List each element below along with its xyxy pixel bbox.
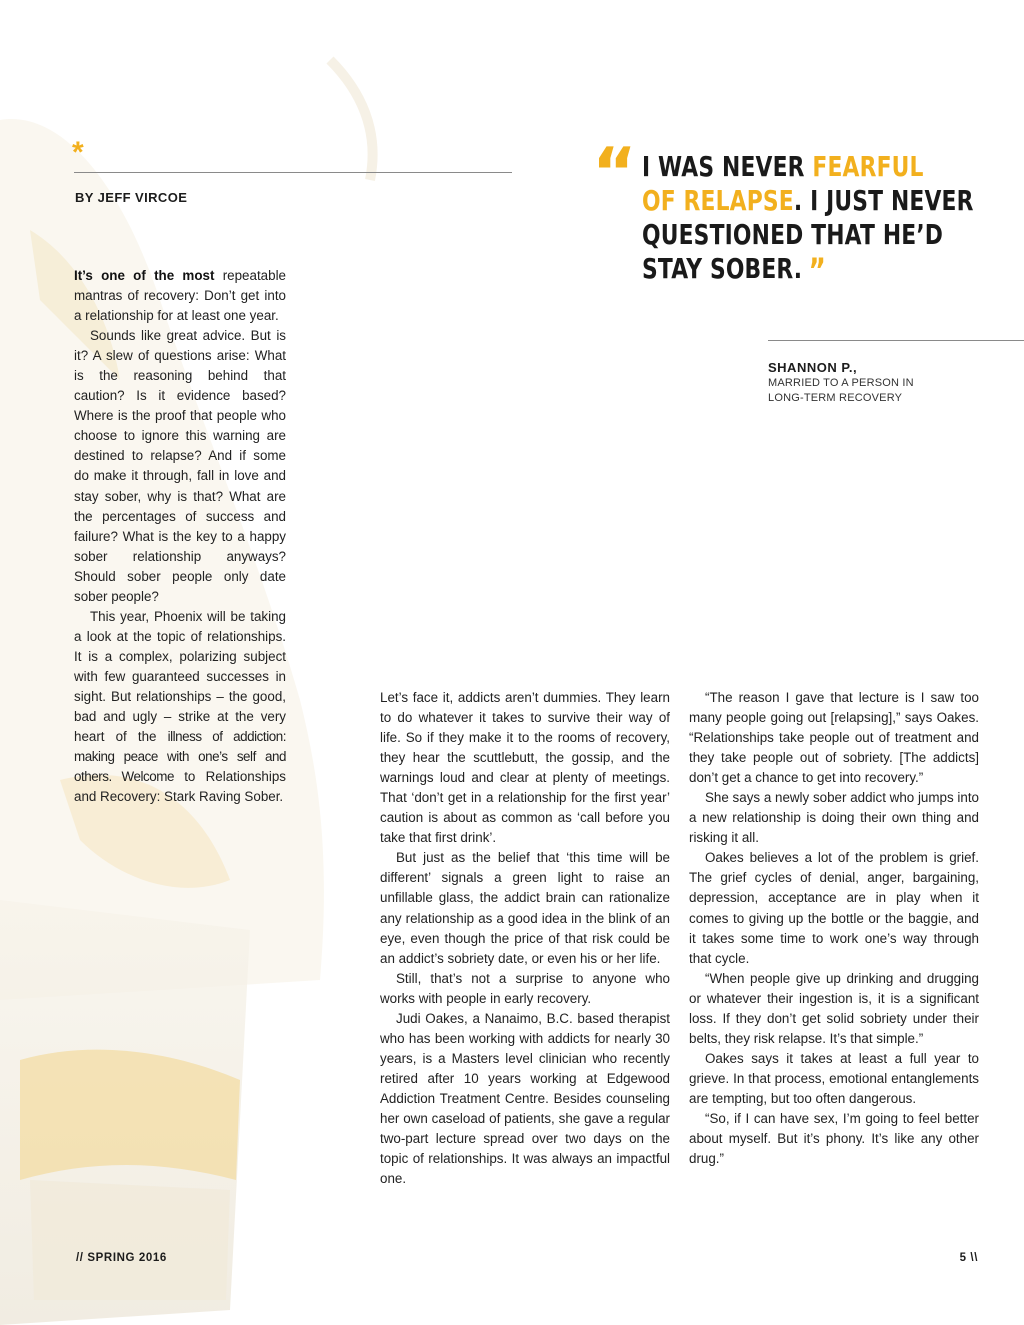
quote-highlight: FEARFUL — [812, 150, 924, 183]
quote-highlight: OF RELAPSE — [642, 184, 794, 217]
paragraph: “So, if I can have sex, I’m going to feel better about myself. But it’s phony. It’s like any other drug.” — [689, 1110, 979, 1167]
quote-text: QUESTIONED THAT HE’D — [642, 218, 944, 251]
open-quote-icon: “ — [592, 134, 629, 213]
pull-quote — [642, 150, 974, 291]
paragraph: She says a newly sober addict who jumps into a new relationship is doing their own thing and risking it all. — [689, 790, 979, 846]
attribution-line: LONG-TERM RECOVERY — [768, 392, 903, 404]
attribution-name: SHANNON P., — [768, 360, 858, 375]
paragraph-text: This year, Phoenix will be taking a look at the topic of relationships. It is a complex, polarizing subject with few guaranteed successes in sight. But relationships – the good, bad and ugly – strike at the very heart of the — [74, 608, 286, 745]
page-number: 5 \\ — [959, 1252, 978, 1264]
attribution-divider — [768, 340, 1024, 341]
paragraph — [74, 266, 286, 326]
paragraph: “The reason I gave that lecture is I saw too many people going out [relapsing],” says Oakes. “Relationships take people out of treatment and they take people out of sobriety. [The addicts] don’t get a chance to get into recovery.” — [689, 690, 979, 786]
quote-text: . I JUST NEVER — [793, 184, 974, 217]
article-column-3 — [689, 688, 979, 1169]
issue-footer: // SPRING 2016 — [76, 1252, 167, 1264]
attribution-description — [768, 376, 968, 406]
paragraph: But just as the belief that ‘this time will be different’ signals a green light to raise an unfillable glass, the addict brain can rationalize any relationship as a good idea in the blink of an eye, even though the price of that risk could be an addict’s sobriety date, or even his or her life. — [380, 850, 670, 966]
close-quote-icon: ” — [808, 251, 823, 291]
paragraph-text: to Relationships and Recovery: Stark Raving Sober. — [74, 769, 286, 805]
paragraph-text: illness of addiction: making peace with one’s self and others. Welcome — [74, 729, 286, 785]
article-column-1 — [74, 266, 286, 807]
paragraph: Oakes believes a lot of the problem is grief. The grief cycles of denial, anger, bargaining, depression, acceptance are in play when it comes to giving up the bottle or the baggie, and it takes some time to work one’s way through that cycle. — [689, 850, 979, 966]
byline: BY JEFF VIRCOE — [75, 190, 188, 205]
asterisk-ornament: * — [72, 136, 84, 169]
article-column-2 — [380, 688, 670, 1189]
paragraph: “When people give up drinking and drugging or whatever their ingestion is, it is a significant loss. If they don’t get solid sobriety under their belts, they risk relapse. It’s that simple.” — [689, 970, 979, 1046]
paragraph — [74, 607, 286, 807]
paragraph: Still, that’s not a surprise to anyone who works with people in early recovery. — [380, 970, 670, 1006]
paragraph-text: repeatable mantras of recovery: Don’t get into a relationship for at least one year. — [74, 268, 286, 324]
paragraph: Oakes says it takes at least a full year to grieve. In that process, emotional entanglements are tempting, but too often dangerous. — [689, 1050, 979, 1106]
attribution-line: MARRIED TO A PERSON IN — [768, 377, 914, 389]
quote-text: I WAS NEVER — [642, 150, 813, 183]
lead-in: It’s one of the most — [74, 268, 215, 283]
paragraph: Judi Oakes, a Nanaimo, B.C. based therapist who has been working with addicts for nearly 30 years, is a Masters level clinician who recently retired after 10 years working at Edgewood Addiction Treatment Centre. Besides counseling her own caseload of patients, she gave a regular two-part lecture spread over two days on the topic of relationships. It was always an impactful one. — [380, 1010, 670, 1187]
top-divider — [74, 172, 512, 173]
paragraph: Let’s face it, addicts aren’t dummies. They learn to do whatever it takes to survive their way of life. So if they make it to the rooms of recovery, they hear the scuttlebutt, the gossip, and the warnings loud and clear at plenty of meetings. That ‘don’t get in a relationship for the first year’ caution is about as common as ‘call before you take that first drink’. — [380, 690, 670, 846]
paragraph: Sounds like great advice. But is it? A slew of questions arise: What is the reasoning behind that caution? Is it evidence based? Where is the proof that people who choose to ignore this warning are destined to relapse? And if some do make it through, fall in love and stay sober, why is that? What are the percentages of success and failure? What is the key to a happy sober relationship anyways? Should sober people only date sober people? — [74, 328, 286, 604]
quote-text: STAY SOBER. — [642, 252, 803, 285]
